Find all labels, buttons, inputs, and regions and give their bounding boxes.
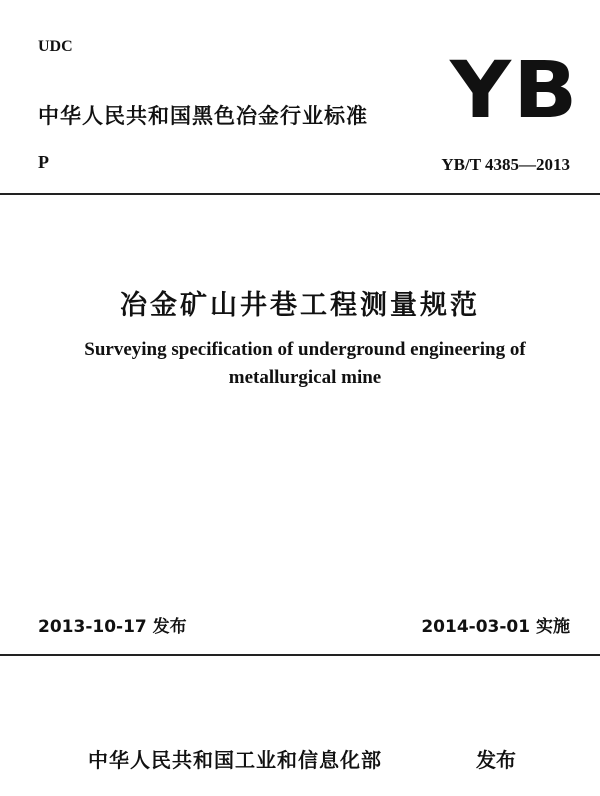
english-title — [40, 336, 570, 392]
issuing-authority: 中华人民共和国工业和信息化部 — [88, 748, 382, 772]
english-title-line-2: metallurgical mine — [228, 367, 382, 388]
issue-action: 发布 — [476, 748, 516, 772]
industry-standard-title: 中华人民共和国黑色冶金行业标准 — [38, 104, 368, 128]
chinese-title: 冶金矿山井巷工程测量规范 — [120, 290, 480, 321]
english-title-line-1: Surveying specification of underground engineering of — [84, 339, 526, 360]
issue-date: 2013-10-17 发布 — [38, 617, 187, 637]
standard-number: YB/T 4385—2013 — [441, 155, 570, 174]
udc-label: UDC — [38, 38, 73, 55]
top-divider — [0, 193, 600, 195]
yb-logo: YB — [450, 46, 580, 136]
implementation-date: 2014-03-01 实施 — [421, 617, 570, 637]
classification-code: P — [38, 152, 49, 172]
bottom-divider — [0, 654, 600, 656]
